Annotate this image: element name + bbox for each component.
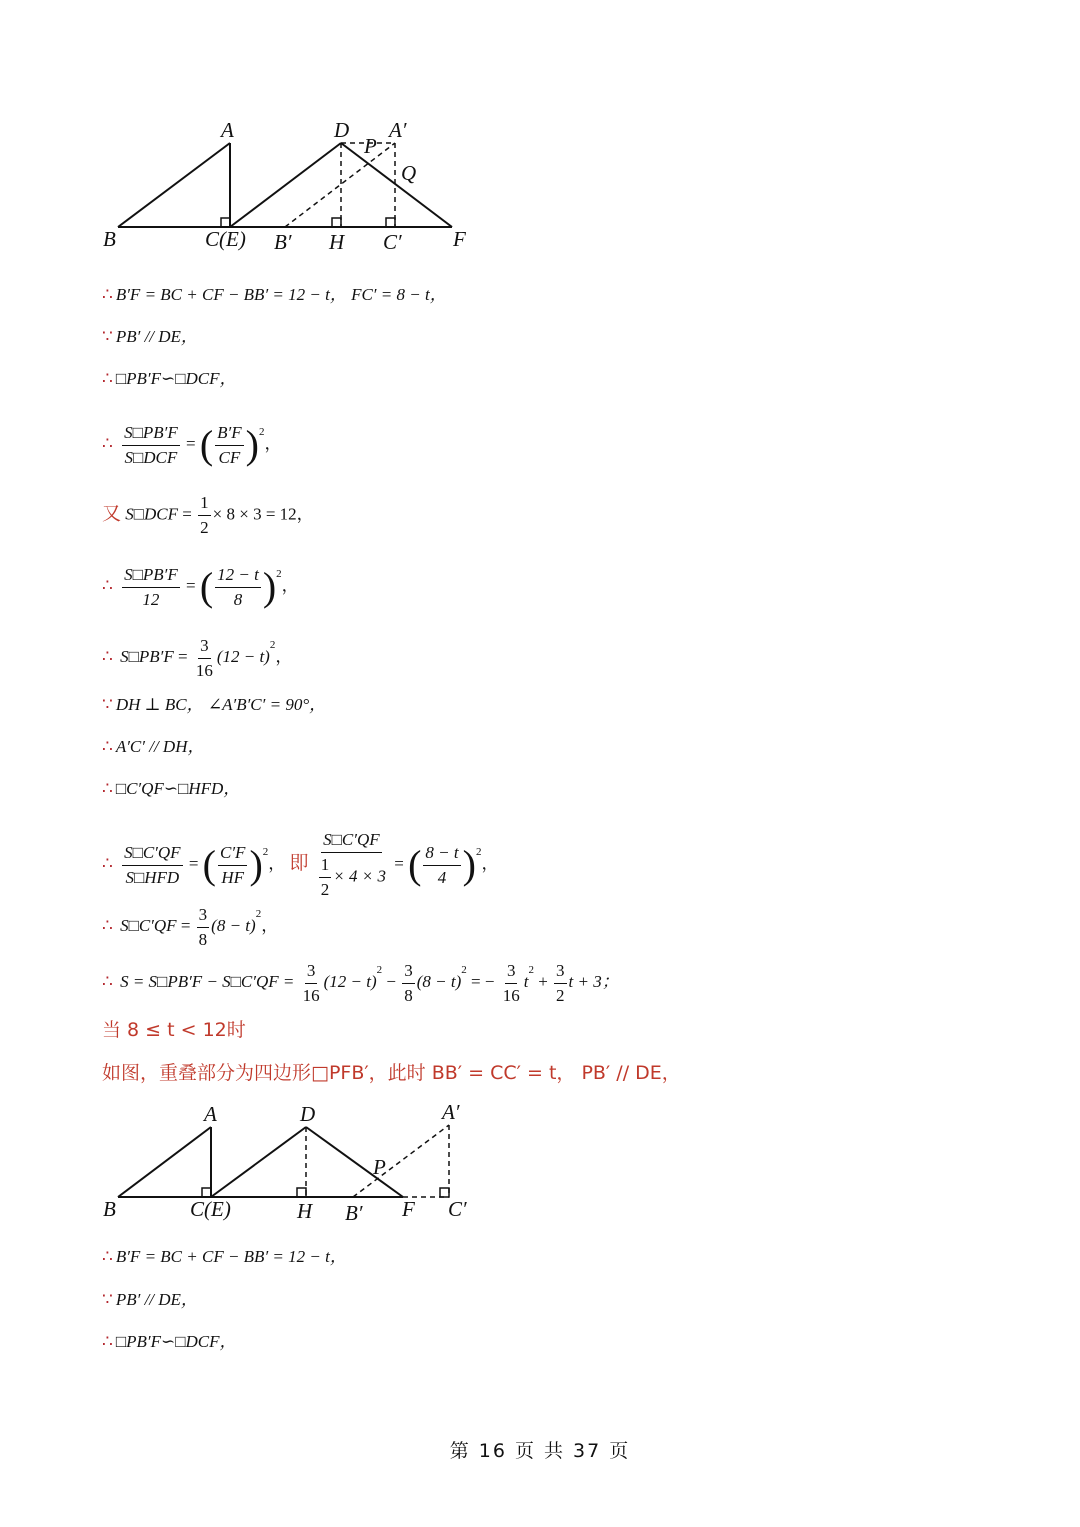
therefore-symbol: ∴ <box>102 434 113 453</box>
line-12-s: S□C′QF <box>120 916 177 935</box>
label-d: D <box>334 118 350 142</box>
line-16 <box>102 1245 347 1269</box>
therefore-symbol: ∴ <box>102 1332 113 1351</box>
therefore-symbol: ∴ <box>102 916 113 935</box>
line-16-text: B′F = BC + CF − BB′ = 12 − t， <box>115 1247 347 1266</box>
label-p: P <box>364 134 377 158</box>
line-2-text: PB′ // DE， <box>115 327 198 346</box>
line-5: 又 S□DCF = $\frac{1}{2}$ × 8 × 3 = 12， <box>102 491 314 540</box>
fraction: $\frac{S□C'QF}{\text{S□HFD}}$ <box>124 842 181 887</box>
segment-ba <box>118 1127 211 1197</box>
because-symbol: ∵ <box>102 1290 113 1309</box>
line-7-s: S□PB′F <box>120 647 174 666</box>
label-ce: C(E) <box>190 1197 231 1221</box>
fraction: $\frac{C'F}{HF}$ <box>220 842 246 887</box>
therefore-symbol: ∴ <box>102 576 113 595</box>
line-14: 当 8 ≤ t < 12时 <box>102 1019 246 1041</box>
label-cp: C′ <box>383 230 402 254</box>
label-b: B <box>103 1197 116 1221</box>
therefore-symbol: ∴ <box>102 972 113 991</box>
line-11: ∴ $\frac{S□C'QF}{\text{S□HFD}}$ = ( $\frac{C'F}{HF}$ )$^2$， 即 S□C′QF $\frac{1}{2}$ × 4 × 3 = ( $\frac{8 - t}{4}$ )$^2$， <box>102 828 498 902</box>
label-cp: C′ <box>448 1197 467 1221</box>
segment-bpap <box>353 1125 449 1197</box>
label-ce: C(E) <box>205 227 246 251</box>
line-17-text: PB′ // DE， <box>115 1290 198 1309</box>
label-ap: A′ <box>442 1100 460 1124</box>
line-11-ji: 即 <box>289 851 309 874</box>
line-5-rest: × 8 × 3 = 12， <box>212 504 314 524</box>
line-8-text: DH ⊥ BC， ∠A′B′C′ = 90°， <box>115 695 327 714</box>
fraction: $\frac{1}{2}$ <box>200 493 209 537</box>
therefore-symbol: ∴ <box>102 779 113 798</box>
label-ap: A′ <box>389 118 407 142</box>
right-angle-h <box>297 1188 306 1197</box>
line-13-a: S = S□PB′F − S□C′QF = <box>120 972 295 991</box>
label-f: F <box>402 1197 415 1221</box>
fraction: $\frac{3}{16}$ <box>195 635 213 680</box>
segment-df <box>306 1127 403 1197</box>
therefore-symbol: ∴ <box>102 369 113 388</box>
label-d: D <box>300 1102 316 1126</box>
label-bp: B′ <box>274 230 292 254</box>
fraction: $\frac{3}{2}$ <box>556 960 565 1005</box>
therefore-symbol: ∴ <box>102 647 113 666</box>
fraction: $\frac{12 - t}{8}$ <box>217 564 259 609</box>
line-12: ∴ S□C′QF = $\frac{3}{8}$ $(8 - t)^2$， <box>102 902 278 952</box>
line-15: 如图，重叠部分为四边形□PFB′，此时 BB′ = CC′ = t， PB′ // DE， <box>102 1062 681 1084</box>
line-18-text: □PB′F∽□DCF， <box>115 1332 237 1351</box>
fraction: $\frac{3}{8}$ <box>404 960 413 1005</box>
label-bp: B′ <box>345 1201 363 1225</box>
label-f: F <box>453 227 466 251</box>
therefore-symbol: ∴ <box>102 1247 113 1266</box>
line-10-text: □C′QF∽□HFD， <box>115 779 241 798</box>
label-b: B <box>103 227 116 251</box>
line-18 <box>102 1330 236 1354</box>
label-a: A <box>204 1102 217 1126</box>
therefore-symbol: ∴ <box>102 737 113 756</box>
because-symbol: ∵ <box>102 327 113 346</box>
line-7: ∴ S□PB′F = $\frac{3}{16}$ $(12 - t)^2$， <box>102 633 292 683</box>
line-4: ∴ $\frac{S□PB'F}{\text{S□DCF}}$ = ( $\frac{B'F}{CF}$ )$^2$， <box>102 420 281 470</box>
line-17 <box>102 1288 198 1312</box>
line-7-rest: (12 − t) <box>216 647 270 666</box>
fraction: $\frac{S□PB'F}{\text{S□DCF}}$ <box>124 422 178 467</box>
fraction: $\frac{3}{16}$ <box>302 960 320 1005</box>
line-3-text: □PB′F∽□DCF， <box>115 369 237 388</box>
fraction: $\frac{S□PB'F}{12}$ <box>124 564 178 609</box>
segment-ed <box>211 1127 306 1197</box>
because-symbol: ∵ <box>102 695 113 714</box>
right-angle-c <box>202 1188 211 1197</box>
page-footer: 第 16 页 共 37 页 <box>449 1440 631 1462</box>
fraction: $\frac{3}{16}$ <box>502 960 520 1005</box>
line-9-text: A′C′ // DH， <box>115 737 205 756</box>
line-6: ∴ $\frac{S□PB'F}{12}$ = ( $\frac{12 - t}{8}$ )$^2$， <box>102 562 299 612</box>
label-h: H <box>297 1199 313 1223</box>
line-5-prefix: 又 <box>102 502 122 525</box>
label-h: H <box>329 230 345 254</box>
line-5-s: S□DCF <box>125 504 179 524</box>
fraction: $\frac{3}{8}$ <box>198 904 208 949</box>
label-q: Q <box>401 161 417 185</box>
right-angle-cp <box>440 1188 449 1197</box>
therefore-symbol: ∴ <box>102 285 113 304</box>
label-a: A <box>221 118 234 142</box>
therefore-symbol: ∴ <box>102 853 113 873</box>
label-p: P <box>373 1155 386 1179</box>
fraction: $\frac{B'F}{CF}$ <box>217 422 242 467</box>
fraction: $\frac{8 - t}{4}$ <box>425 842 459 887</box>
line-1-text: B′F = BC + CF − BB′ = 12 − t， FC′ = 8 − t， <box>115 285 447 304</box>
line-13: ∴ S = S□PB′F − S□C′QF = $\frac{3}{16}$ $(12 - t)^2$ − $\frac{3}{8}$ $(8 - t)^2$ = − $\frac{3}{16}$ $t^2$ + $\frac{3}{2}$ t + 3； <box>102 958 619 1008</box>
fraction: S□C′QF $\frac{1}{2}$ × 4 × 3 <box>320 830 386 899</box>
line-12-rest: (8 − t) <box>211 916 256 935</box>
